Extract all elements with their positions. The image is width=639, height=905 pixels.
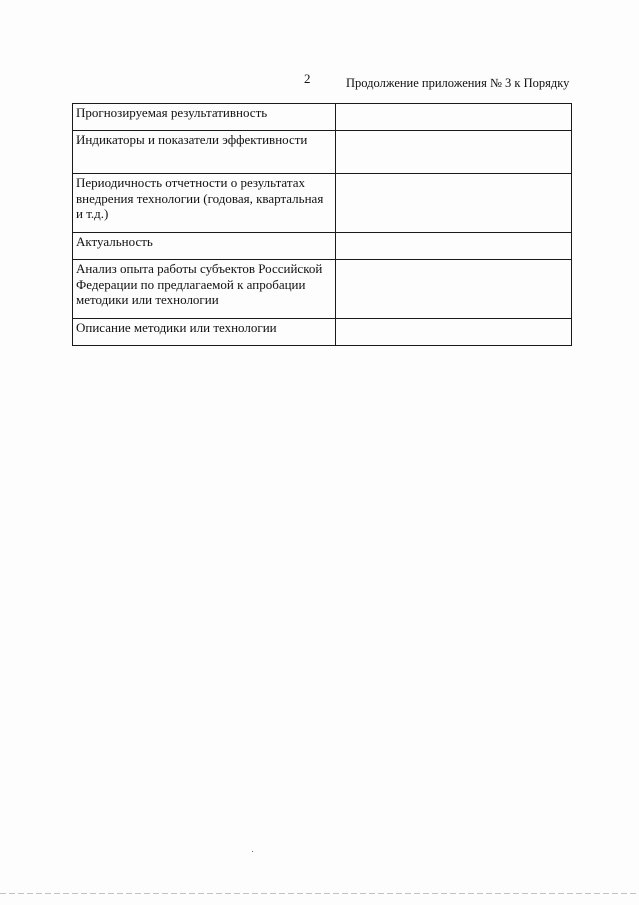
row-label: Индикаторы и показатели эффективности (73, 131, 336, 174)
table-row (73, 260, 572, 319)
row-label: Актуальность (73, 233, 336, 260)
table-row (73, 319, 572, 346)
scan-edge-line (0, 893, 639, 894)
appendix-continuation-note: Продолжение приложения № 3 к Порядку (346, 76, 570, 90)
row-value-cell (336, 319, 572, 346)
table-row (73, 104, 572, 131)
row-label: Периодичность отчетности о результатах внедрения технологии (годовая, квартальная и т.д.) (73, 174, 336, 233)
row-value-cell (336, 260, 572, 319)
row-label: Описание методики или технологии (73, 319, 336, 346)
row-value-cell (336, 131, 572, 174)
table-row (73, 131, 572, 174)
row-label: Прогнозируемая результативность (73, 104, 336, 131)
row-label: Анализ опыта работы субъектов Российской Федерации по предлагаемой к апробации методики или технологии (73, 260, 336, 319)
page-number: 2 (304, 71, 311, 86)
table-row (73, 174, 572, 233)
row-value-cell (336, 233, 572, 260)
scan-speck (252, 851, 253, 852)
row-value-cell (336, 174, 572, 233)
table-row (73, 233, 572, 260)
row-value-cell (336, 104, 572, 131)
application-form-table (72, 103, 572, 346)
